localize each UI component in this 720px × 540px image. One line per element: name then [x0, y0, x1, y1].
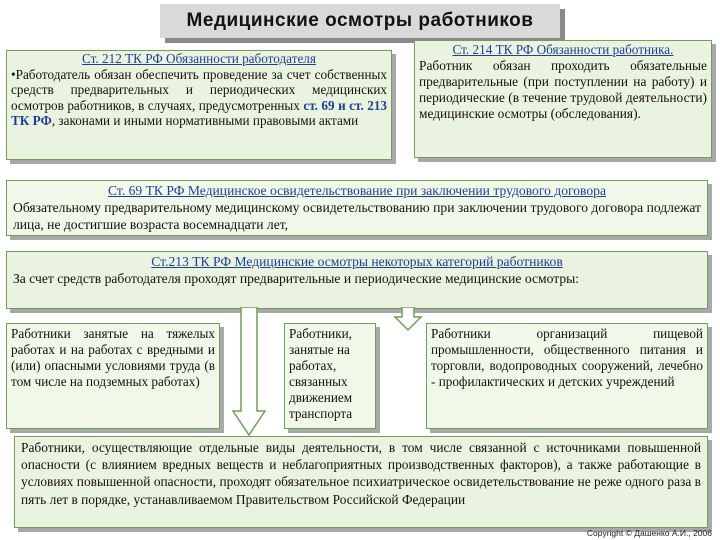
employee-duties-heading: Ст. 214 ТК РФ Обязанности работника. [452, 42, 674, 57]
article69-heading: Ст. 69 ТК РФ Медицинское освидетельствование при заключении трудового договора [108, 183, 606, 198]
employer-ref-art213: ст. 213 ТК РФ [11, 97, 388, 129]
category-food-industry [426, 323, 708, 429]
category-transport [284, 323, 376, 429]
category-transport-text: Работники, занятые на работах, связанных движением транспорта [289, 326, 353, 421]
employer-duties-box [6, 50, 392, 160]
copyright-notice: Copyright © Дашенко А.И., 2006 [586, 528, 712, 538]
psychiatric-exam-box [14, 436, 708, 528]
category-heavy-work [6, 323, 220, 429]
article213-box [6, 251, 708, 309]
down-arrow-left [232, 307, 266, 437]
article69-box [6, 180, 708, 236]
employer-duties-heading: Ст. 212 ТК РФ Обязанности работодателя [82, 51, 316, 66]
category-food-industry-text: Работники организаций пищевой промышленности, общественного питания и торговли, водопроводных сооружений, лечебно - профилактических и детских учреждений [431, 326, 703, 389]
down-arrow-right [393, 307, 423, 331]
article69-text: Обязательному предварительному медицинскому освидетельствованию при заключении трудового договора подлежат лица, не достигшие возраста восемнадцати лет, [13, 200, 701, 232]
employee-duties-text: Работник обязан проходить обязательные предварительные (при поступлении на работу) и периодические (в течение трудовой деятельности) медицинские осмотры (обследования). [419, 57, 707, 122]
employer-text-part2: , законами и иными нормативными правовыми актами [51, 113, 359, 129]
category-heavy-work-text: Работники занятые на тяжелых работах и на работах с вредными и (или) опасными условиями труда (в том числе на подземных работах) [11, 326, 215, 389]
article213-heading: Ст.213 ТК РФ Медицинские осмотры некоторых категорий работников [151, 254, 563, 269]
employer-ref-art69: ст. 69 [303, 97, 335, 113]
article213-text: За счет средств работодателя проходят предварительные и периодические медицинские осмотры: [13, 271, 580, 286]
employer-text-part1: •Работодатель обязан обеспечить проведение за счет собственных средств предварительных и периодических медицинских осмотров работников, в случаях, предусмотренных [11, 66, 387, 113]
page-title [160, 4, 560, 38]
psychiatric-exam-text: Работники, осуществляющие отдельные виды деятельности, в том числе связанной с источниками повышенной опасности (с влиянием вредных веществ и неблагоприятных производственных факторов), а также работающие в условиях повышенной опасности, проходят обязательное психиатрическое освидетельствование не реже одного раза в пять лет в порядке, устанавливаемом Правительством Российской Федерации [21, 440, 701, 507]
employer-text-and: и [334, 97, 350, 113]
employer-duties-text [11, 67, 387, 129]
employee-duties-box [414, 40, 712, 158]
page-title-text: Медицинские осмотры работников [186, 10, 534, 31]
